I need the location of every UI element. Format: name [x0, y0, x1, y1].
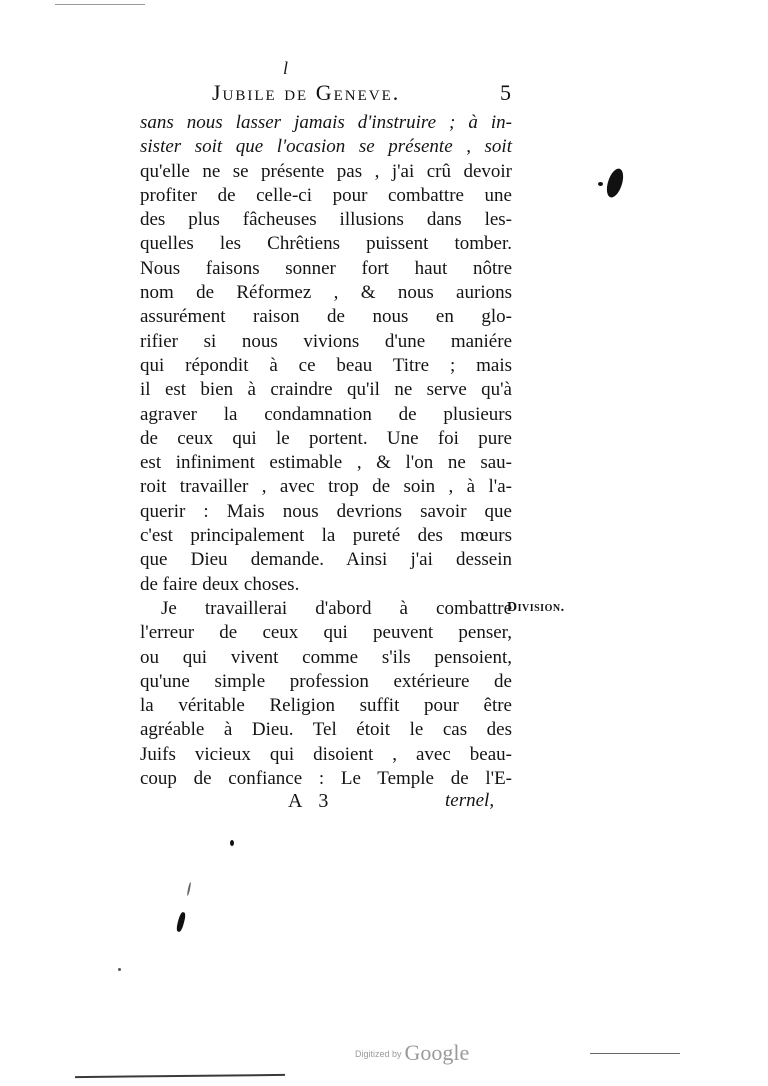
text-line: la véritable Religion suffit pour être — [140, 695, 512, 717]
text-line: des plus fâcheuses illusions dans les- — [140, 209, 512, 231]
scan-edge-line — [590, 1053, 680, 1054]
text-line: agréable à Dieu. Tel étoit le cas des — [140, 719, 512, 741]
signature-mark: A 3 — [288, 790, 335, 812]
ink-speck — [230, 840, 234, 846]
digitized-watermark — [355, 1040, 469, 1066]
ink-speck — [176, 912, 187, 933]
google-logo: Google — [404, 1040, 470, 1065]
ink-speck — [598, 182, 603, 186]
text-line: l'erreur de ceux qui peuvent penser, — [140, 622, 512, 644]
text-line: rifier si nous vivions d'une maniére — [140, 330, 512, 352]
text-line: est infiniment estimable , & l'on ne sau- — [140, 452, 512, 474]
body-text — [140, 111, 512, 791]
scan-edge-line — [55, 4, 145, 5]
text-line: assurément raison de nous en glo- — [140, 306, 512, 328]
top-mark: l — [283, 58, 289, 78]
text-line: c'est principalement la pureté des mœurs — [140, 525, 512, 547]
text-line: Nous faisons sonner fort haut nôtre — [140, 257, 512, 279]
text-line: sans nous lasser jamais d'instruire ; à in- — [140, 112, 512, 133]
text-line: il est bien à craindre qu'il ne serve qu'à — [140, 379, 512, 401]
watermark-prefix: Digitized by — [355, 1049, 402, 1059]
text-line: nom de Réformez , & nous aurions — [140, 282, 512, 304]
text-line: qu'elle ne se présente pas , j'ai crû devoir — [140, 160, 512, 182]
text-line: sister soit que l'ocasion se présente , soit — [140, 136, 512, 158]
catchword: ternel, — [445, 790, 495, 811]
text-line: ou qui vivent comme s'ils pensoient, — [140, 646, 512, 668]
margin-note: Division. — [507, 600, 565, 615]
text-line: Juifs vicieux qui disoient , avec beau- — [140, 743, 512, 765]
page-number: 5 — [500, 80, 511, 105]
text-line: querir : Mais nous devrions savoir que — [140, 500, 512, 522]
text-line: coup de confiance : Le Temple de l'E- — [140, 768, 512, 790]
text-line: qu'une simple profession extérieure de — [140, 670, 512, 692]
text-line: que Dieu demande. Ainsi j'ai dessein — [140, 549, 512, 571]
scan-edge-line — [75, 1074, 285, 1078]
text-line: qui répondit à ce beau Titre ; mais — [140, 354, 512, 376]
text-line: de faire deux choses. — [140, 573, 300, 595]
text-line: Je travaillerai d'abord à combattre — [161, 597, 512, 619]
text-line: agraver la condamnation de plusieurs — [140, 403, 512, 425]
running-head: Jubile de Geneve. — [212, 80, 401, 105]
text-line: roit travailler , avec trop de soin , à l'a- — [140, 476, 512, 498]
text-line: de ceux qui le portent. Une foi pure — [140, 427, 512, 449]
ink-blot — [604, 167, 627, 200]
text-line: profiter de celle-ci pour combattre une — [140, 184, 512, 206]
ink-speck — [118, 968, 121, 971]
ink-speck — [187, 882, 192, 896]
text-line: quelles les Chrêtiens puissent tomber. — [140, 233, 512, 255]
